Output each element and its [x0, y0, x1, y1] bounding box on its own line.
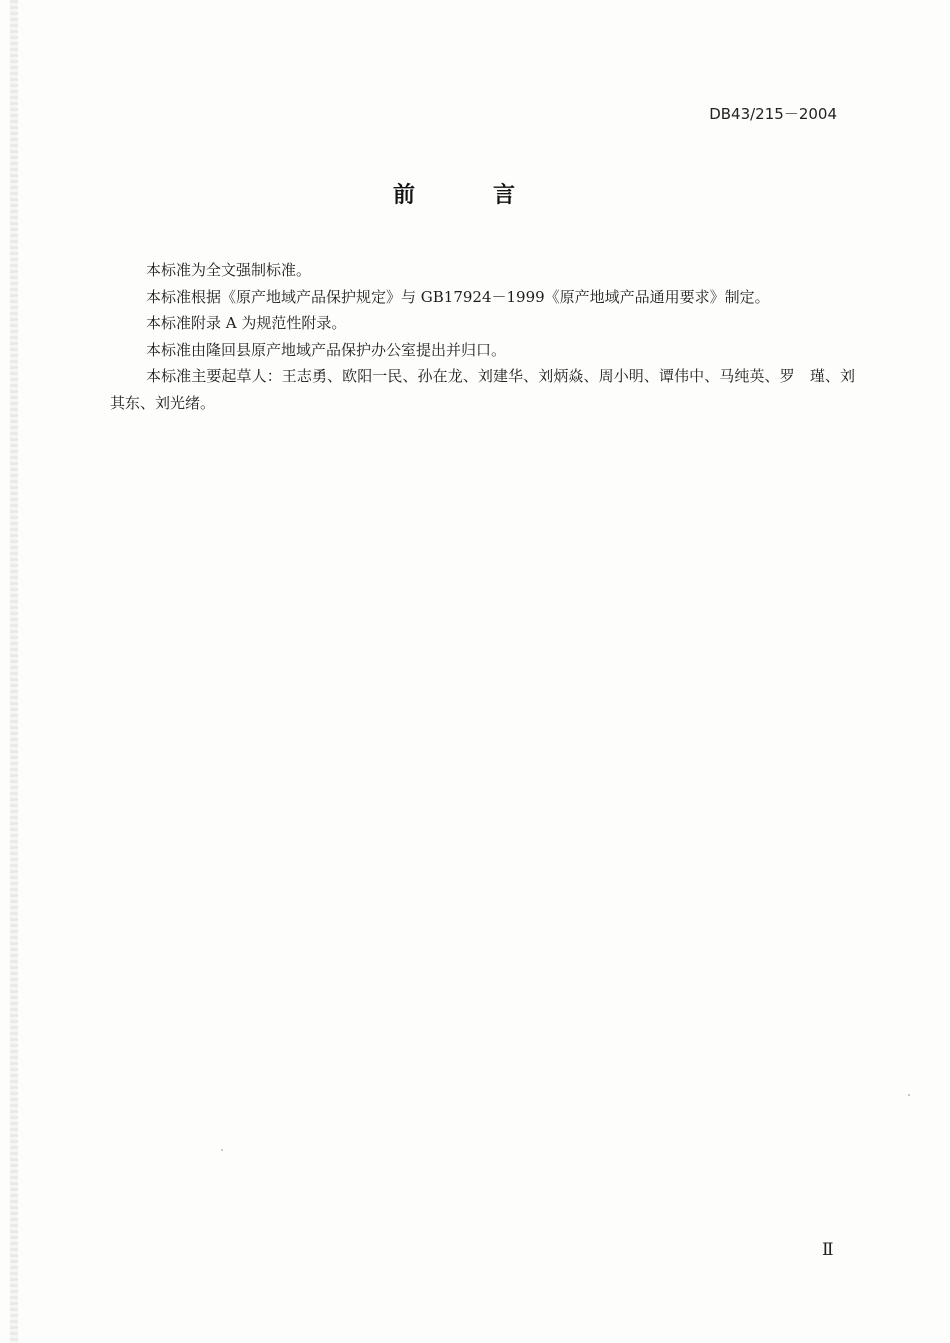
paragraph-4: 本标准由隆回县原产地域产品保护办公室提出并归口。 [146, 340, 507, 359]
page-title: 前言 [392, 183, 593, 208]
foreword-body [110, 257, 855, 416]
paragraph-5: 本标准主要起草人：王志勇、欧阳一民、孙在龙、刘建华、刘炳焱、周小明、谭伟中、马纯英、罗 瑾、刘其东、刘光绪。 [110, 367, 855, 412]
paragraph-2: 本标准根据《原产地域产品保护规定》与 GB17924－1999《原产地域产品通用要求》制定。 [146, 287, 770, 306]
page-number: Ⅱ [822, 1240, 834, 1260]
paragraph-1: 本标准为全文强制标准。 [146, 261, 312, 279]
scan-speck [221, 1149, 223, 1151]
document-code: DB43/215－2004 [709, 105, 837, 123]
scan-speck [908, 1094, 910, 1096]
paragraph-3: 本标准附录 A 为规范性附录。 [146, 314, 347, 332]
